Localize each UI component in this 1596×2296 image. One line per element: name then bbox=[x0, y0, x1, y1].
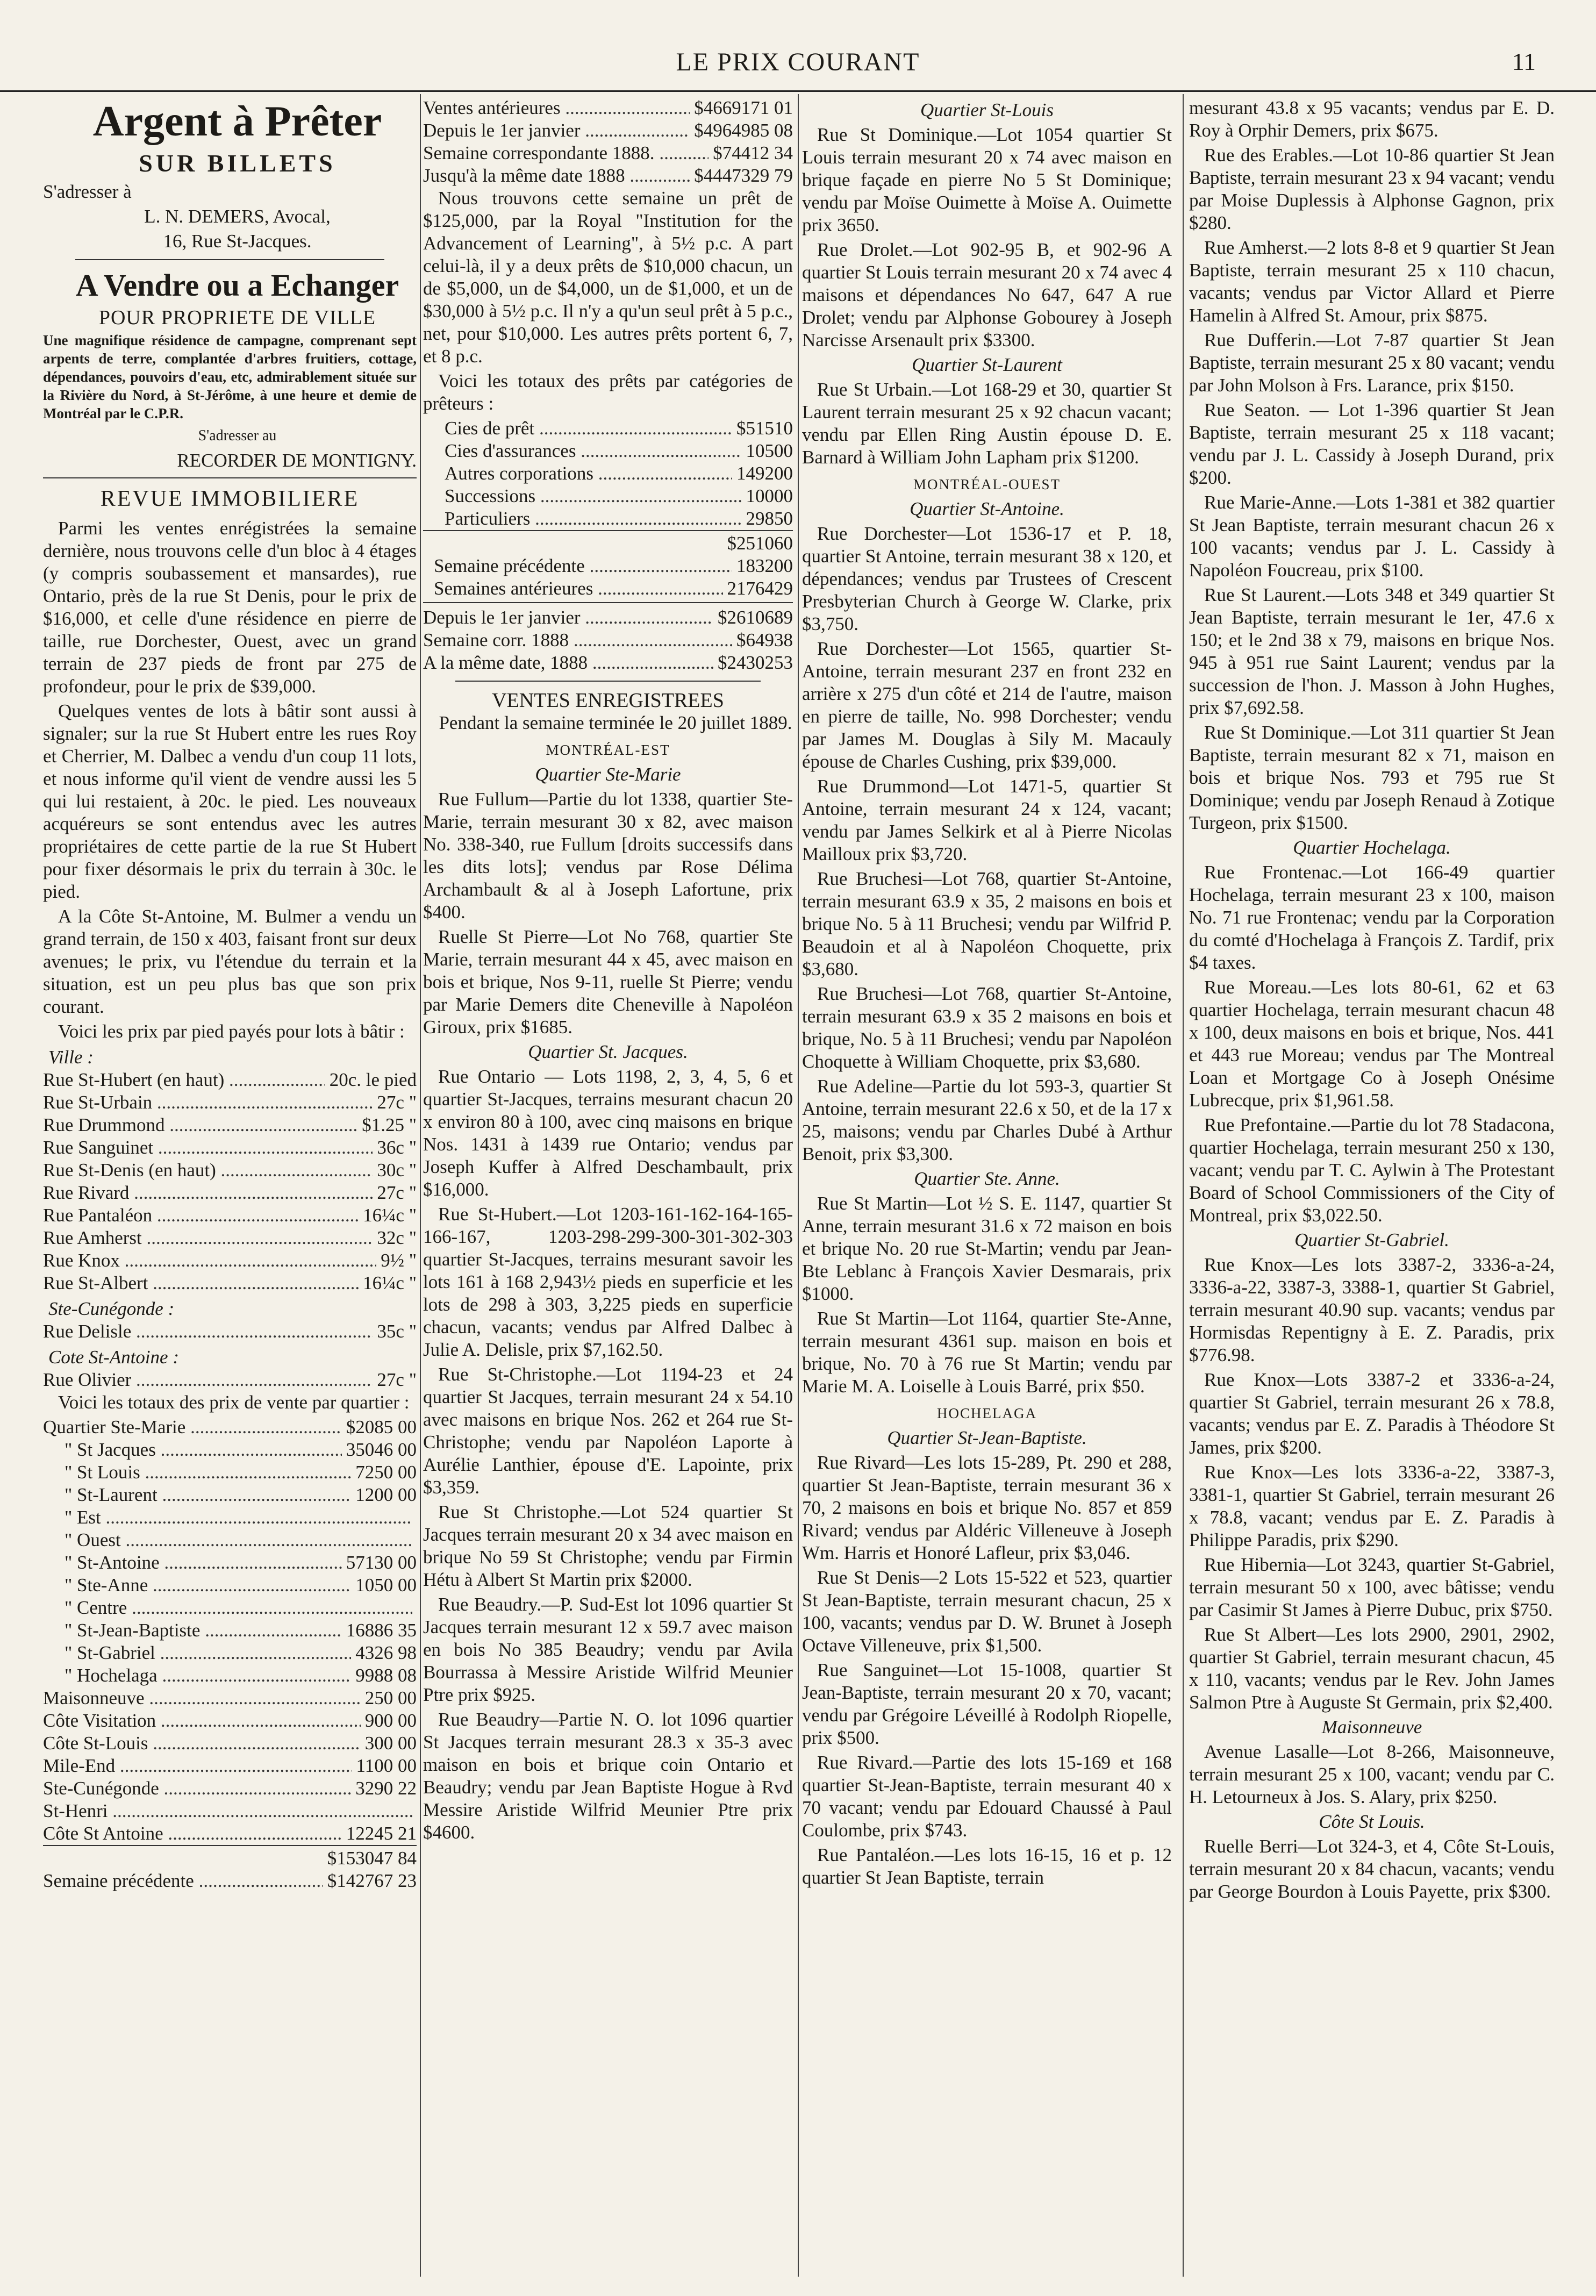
ad-title: Argent à Prêter bbox=[92, 98, 382, 145]
sale-entry: Rue Rivard.—Partie des lots 15-169 et 168 quartier St-Jean-Baptiste, terrain mesurant 40 x 70 vacant; vendu par Edouard Chaussé à Paul Coulombe, prix $743. bbox=[802, 1752, 1172, 1841]
quartier-total-row-label: " Ste-Anne ..... bbox=[43, 1574, 351, 1597]
quartier-total-row-label: " St-Laurent ..... bbox=[43, 1484, 351, 1506]
quartier-total-row bbox=[43, 1664, 417, 1687]
price-row-label: Rue Knox ..... bbox=[43, 1249, 376, 1272]
stat-row-value: 2176429 bbox=[727, 578, 793, 599]
quartier-total-row bbox=[43, 1619, 417, 1642]
quartier-total-row-value: 1200 00 bbox=[355, 1484, 417, 1505]
sale-entry: Rue Pantaléon.—Les lots 16-15, 16 et p. 12 quartier St Jean Baptiste, terrain bbox=[802, 1844, 1172, 1888]
price-row bbox=[43, 1249, 417, 1272]
sale-entry: Rue St-Christophe.—Lot 1194-23 et 24 quartier St Jacques, terrain mesurant 24 x 54.10 avec maisons en brique Nos. 262 et 264 rue St-Christophe; vendu par Napoléon Laporte à Aurélie Lanthier, épouse d'E. Lapointe, prix $3,359. bbox=[423, 1364, 793, 1498]
quartier-total-row-value: 35046 00 bbox=[346, 1439, 417, 1460]
price-row-label: Rue Drummond ..... bbox=[43, 1114, 357, 1136]
paragraph: A la Côte St-Antoine, M. Bulmer a vendu un grand terrain, de 150 x 403, faisant front sur deux avenues; le prix, vu l'étendue du terrain et la situation, est un peu plus bas que son prix courant. bbox=[43, 906, 417, 1017]
ad-address-label: S'adresser à bbox=[43, 181, 132, 202]
column-3 bbox=[802, 97, 1172, 2279]
quartier-total-row bbox=[43, 1439, 417, 1461]
ad-contact: RECORDER DE MONTIGNY. bbox=[177, 450, 417, 471]
sale-entry: Rue Moreau.—Les lots 80-61, 62 et 63 quartier Hochelaga, terrain mesurant chacun 48 x 100, deux maisons en bois et brique, Nos. 441 et 443 rue Moreau; vendus par The Montreal Loan et Mortgage Co à Joseph Onésime Lubrecque, prix $1,961.58. bbox=[1189, 977, 1555, 1111]
quartier-total-row bbox=[43, 1597, 417, 1619]
price-row-value: 9½ " bbox=[381, 1250, 417, 1271]
price-row bbox=[43, 1114, 417, 1136]
district-hochelaga: HOCHELAGA bbox=[937, 1405, 1037, 1421]
price-row-value: 16¼c " bbox=[363, 1205, 417, 1226]
stat-row bbox=[423, 606, 793, 629]
quartier-total-row-label: Maisonneuve ..... bbox=[43, 1687, 361, 1710]
paragraph: Nous trouvons cette semaine un prêt de $125,000, par la Royal "Institution for the Advancement of Learning", à 5½ p.c. A part celui-là, il y a deux prêts de $10,000 chacun, un de $5,000, un de $4,000, un de $1,000, et un de $30,000 à 5½ p.c. Il n'y a qu'un seul prêt à 5 p.c., net, pour $10,000. Les autres prêts portent 6, 7, et 8 p.c. bbox=[423, 188, 793, 367]
quartier-total-row bbox=[43, 1484, 417, 1506]
loan-row-label: Cies d'assurances ..... bbox=[445, 440, 742, 462]
sale-entry: Rue des Erables.—Lot 10-86 quartier St Jean Baptiste, terrain mesurant 23 x 94 vacant; vendu par Moise Duplessis à Alphonse Gagnon, prix $280. bbox=[1189, 145, 1555, 233]
quartier-total-row-label: " Centre ..... bbox=[43, 1597, 412, 1619]
ventes-intro: Pendant la semaine terminée le 20 juillet 1889. bbox=[439, 712, 792, 733]
ad-body: Une magnifique résidence de campagne, comprenant sept arpents de terre, complantée d'arbres fruitiers, cottage, dépendances, pouvoirs d'eau, etc, admirablement située sur la Rivière du Nord, à St-Jérôme, à une heure et demie de Montréal par le C.P.R. bbox=[43, 332, 417, 421]
loan-row bbox=[445, 440, 793, 462]
loans-total: $251060 bbox=[423, 530, 793, 555]
loan-row-label: Cies de prêt ..... bbox=[445, 417, 732, 440]
ad-address: 16, Rue St-Jacques. bbox=[163, 231, 312, 252]
quartier-heading: Quartier Ste-Marie bbox=[535, 764, 681, 785]
sale-entry: Rue St Albert—Les lots 2900, 2901, 2902, quartier St Gabriel, terrain mesurant chacun, 45 x 110, vacants; vendus par le Rev. John James Salmon Ptre à Auguste St Germain, prix $2,400. bbox=[1189, 1624, 1555, 1713]
quartier-total-row bbox=[43, 1732, 417, 1755]
loan-row-value: 10500 bbox=[746, 440, 793, 461]
ad-contact-label: S'adresser au bbox=[198, 427, 277, 444]
price-row-value: 20c. le pied bbox=[329, 1069, 417, 1090]
loan-row-label: Successions ..... bbox=[445, 485, 742, 507]
sale-entry: Rue Knox—Les lots 3387-2, 3336-a-24, 3336-a-22, 3387-3, 3388-1, quartier St Gabriel, terrain mesurant 40.90 sup. vacants; vendus par Hormisdas Repentigny à E. Z. Paradis, prix $776.98. bbox=[1189, 1254, 1555, 1365]
stat-row-value: $4447329 79 bbox=[694, 165, 793, 186]
sale-entry: Rue Fullum—Partie du lot 1338, quartier Ste-Marie, terrain mesurant 30 x 82, avec maison No. 338-340, rue Fullum [droits successifs dans les dits lots]; vendus par Rose Délima Archambault & al à Joseph Lafortune, prix $400. bbox=[423, 789, 793, 922]
price-row bbox=[43, 1227, 417, 1249]
price-row-label: Rue St-Hubert (en haut) ..... bbox=[43, 1069, 325, 1091]
paragraph: Parmi les ventes enrégistrées la semaine dernière, nous trouvons celle d'un bloc à 4 étages (y compris soubassement et mansardes), rue Ontario, près de la rue St Denis, pour le prix de $16,000, et celle d'une résidence en pierre de taille, rue Dorchester, Ouest, avec un grand terrain de 237 pieds de front par 275 de profondeur, pour le prix de $39,000. bbox=[43, 518, 417, 697]
stat-row bbox=[423, 142, 793, 164]
quartier-total-row-value: 900 00 bbox=[364, 1710, 417, 1731]
quartier-total-row bbox=[43, 1529, 417, 1551]
quartier-total-row-value: 7250 00 bbox=[355, 1462, 417, 1483]
section-title-ventes: VENTES ENREGISTREES bbox=[492, 689, 724, 712]
quartier-heading: Côte St Louis. bbox=[1319, 1811, 1425, 1832]
quartier-heading: Quartier St-Gabriel. bbox=[1294, 1229, 1449, 1250]
sale-entry: Rue Drummond—Lot 1471-5, quartier St Antoine, terrain mesurant 24 x 124, vacant; vendu par James Selkirk et al à Pierre Nicolas Mailloux prix $3,720. bbox=[802, 776, 1172, 864]
sale-entry: Rue St Dominique.—Lot 1054 quartier St Louis terrain mesurant 20 x 74 avec maison en brique façade en pierre No 5 St Dominique; vendu par Moïse Ouimette à Moïse A. Ouimette prix 3650. bbox=[802, 124, 1172, 235]
price-row-label: Rue St-Urbain ..... bbox=[43, 1091, 373, 1114]
sale-entry: Rue Beaudry.—P. Sud-Est lot 1096 quartier St Jacques terrain mesurant 12 x 59.7 avec maison en bois No 385 Beaudry; vendu par Avila Bourrassa à Messire Aristide Wilfrid Meunier Ptre prix $925. bbox=[423, 1594, 793, 1705]
sale-entry: Rue Dorchester—Lot 1536-17 et P. 18, quartier St Antoine, terrain mesurant 38 x 120, et dépendances; vendus par Trustees of Crescent Presbyterian Church à George W. Clarke, prix $3,750. bbox=[802, 523, 1172, 634]
sale-entry: Rue Prefontaine.—Partie du lot 78 Stadacona, quartier Hochelaga, terrain mesurant 250 x 130, vacant; vendu par T. C. Aylwin à The Protestant Board of School Commissioners of the City of Montreal, prix $3,022.50. bbox=[1189, 1114, 1555, 1226]
district-montreal-est: MONTRÉAL-EST bbox=[546, 742, 670, 758]
price-row bbox=[43, 1369, 417, 1391]
loan-row-value: 10000 bbox=[746, 485, 793, 506]
quartier-total-row-value: 1050 00 bbox=[355, 1575, 417, 1596]
stat-row bbox=[423, 164, 793, 187]
ad-subtitle: POUR PROPRIETE DE VILLE bbox=[98, 306, 376, 329]
price-row-value: 35c " bbox=[377, 1321, 417, 1342]
district-montreal-ouest: MONTRÉAL-OUEST bbox=[913, 476, 1061, 492]
quartier-total-row-label: " St-Gabriel ..... bbox=[43, 1642, 351, 1664]
quartier-total-row bbox=[43, 1822, 417, 1845]
quartier-total-row bbox=[43, 1506, 417, 1529]
quartier-total-row-label: Quartier Ste-Marie ..... bbox=[43, 1416, 342, 1439]
ad-title: A Vendre ou a Echanger bbox=[75, 268, 399, 303]
stats-table bbox=[423, 606, 793, 674]
quartier-total-row-value: 16886 35 bbox=[346, 1620, 417, 1641]
quartier-total-row-label: " St Jacques ..... bbox=[43, 1439, 342, 1461]
stat-row-label: Semaines antérieures ..... bbox=[434, 577, 723, 600]
sale-entry: Ruelle Berri—Lot 324-3, et 4, Côte St-Louis, terrain mesurant 20 x 84 chacun, vacants; vendu par George Bourdon à Louis Payette, prix $300. bbox=[1189, 1836, 1555, 1902]
quartier-heading: Maisonneuve bbox=[1321, 1716, 1422, 1737]
previous-week-row bbox=[43, 1870, 417, 1892]
quartier-total-row-label: " Est ..... bbox=[43, 1506, 412, 1529]
sale-entry: Avenue Lasalle—Lot 8-266, Maisonneuve, terrain mesurant 25 x 100, vacant; vendu par C. H. Letourneux à Jos. S. Alary, prix $250. bbox=[1189, 1741, 1555, 1807]
quartier-total-row-label: Côte Visitation ..... bbox=[43, 1710, 361, 1732]
ad-name: L. N. DEMERS, Avocal, bbox=[144, 206, 331, 227]
price-row-value: 27c " bbox=[377, 1092, 417, 1113]
quartier-heading: Quartier St-Laurent bbox=[912, 354, 1062, 375]
stat-row-label: Ventes antérieures ..... bbox=[423, 97, 690, 119]
price-row bbox=[43, 1320, 417, 1343]
quartier-total-row-value: 12245 21 bbox=[346, 1823, 417, 1844]
stat-row bbox=[423, 97, 793, 119]
sale-entry: Rue Ontario — Lots 1198, 2, 3, 4, 5, 6 et quartier St-Jacques, terrains mesurant chacun 20 x environ 80 à 100, avec cinq maisons en brique Nos. 1431 à 1439 rue Ontario; vendus par Joseph Kuffer à Alfred Deschambault, prix $16,000. bbox=[423, 1066, 793, 1200]
ad-subtitle: SUR BILLETS bbox=[139, 149, 336, 177]
divider bbox=[75, 259, 384, 260]
price-row-value: 27c " bbox=[377, 1182, 417, 1203]
sale-entry: Rue Beaudry—Partie N. O. lot 1096 quartier St Jacques terrain mesurant 28.3 x 35-3 avec maison en bois et brique coin Ontario et Beaudry; vendu par Jean Baptiste Hogue à Rvd Messire Aristide Wilfrid Meunier Ptre prix $4600. bbox=[423, 1709, 793, 1843]
column-2 bbox=[423, 97, 793, 2279]
quartier-total-row bbox=[43, 1461, 417, 1484]
column-1 bbox=[43, 97, 417, 2279]
quartier-total-row-value: 57130 00 bbox=[346, 1552, 417, 1573]
loan-row bbox=[445, 485, 793, 507]
quartier-total-row bbox=[43, 1642, 417, 1664]
sale-entry: Rue Rivard—Les lots 15-289, Pt. 290 et 288, quartier St Jean-Baptiste, terrain mesurant 36 x 70, 2 maisons en bois et brique No. 857 et 859 Rivard; vendus par Aldéric Villeneuve à Joseph Wm. Harris et Honoré Lafleur, prix $3,046. bbox=[802, 1452, 1172, 1563]
sale-entry: Rue Marie-Anne.—Lots 1-381 et 382 quartier St Jean Baptiste, terrain mesurant chacun 26 x 100 vacants; vendus par J. L. Cassidy à Napoléon Foucreau, prix $100. bbox=[1189, 492, 1555, 581]
price-row-label: Rue St-Albert ..... bbox=[43, 1272, 359, 1294]
sale-entry: Rue Amherst.—2 lots 8-8 et 9 quartier St Jean Baptiste, terrain mesurant 25 x 110 chacun, vacants; vendus par Victor Allard et Pierre Hamelin à Alfred St. Amour, prix $875. bbox=[1189, 237, 1555, 326]
price-list-cote-st-antoine bbox=[43, 1369, 417, 1391]
loans-by-category bbox=[423, 417, 793, 530]
price-row bbox=[43, 1182, 417, 1204]
quartier-heading: Quartier Ste. Anne. bbox=[914, 1168, 1060, 1189]
loan-row bbox=[445, 462, 793, 485]
quartier-total-row bbox=[43, 1755, 417, 1777]
ad-a-vendre bbox=[43, 267, 417, 472]
divider bbox=[423, 602, 793, 603]
quartier-total-row-value: 3290 22 bbox=[355, 1778, 417, 1799]
sale-entry: Rue Knox—Lots 3387-2 et 3336-a-24, quartier St Gabriel, terrain mesurant 26 x 78.8, vacants; vendus par E. Z. Paradis à Théodore St James, prix $200. bbox=[1189, 1369, 1555, 1458]
price-row-label: Rue St-Denis (en haut) ..... bbox=[43, 1159, 373, 1182]
price-row-value: 30c " bbox=[377, 1160, 417, 1181]
quartier-total-row-label: " St Louis ..... bbox=[43, 1461, 351, 1484]
stat-row-value: $4669171 01 bbox=[694, 97, 793, 118]
price-row-label: Rue Olivier ..... bbox=[43, 1369, 373, 1391]
price-row-value: 27c " bbox=[377, 1369, 417, 1390]
column-divider bbox=[798, 94, 799, 2277]
stat-row bbox=[434, 577, 793, 600]
page-title: LE PRIX COURANT bbox=[676, 48, 920, 76]
sale-entry: Rue St Martin—Lot ½ S. E. 1147, quartier St Anne, terrain mesurant 31.6 x 72 maison en bois et brique No. 20 rue St-Martin; vendu par Jean-Bte Leblanc à François Xavier Desmarais, prix $1000. bbox=[802, 1193, 1172, 1304]
sale-entry: Ruelle St Pierre—Lot No 768, quartier Ste Marie, terrain mesurant 44 x 45, avec maison en bois et brique, Nos 9-11, ruelle St Pierre; vendu par Marie Demers dite Cheneville à Napoléon Giroux, prix $1685. bbox=[423, 926, 793, 1038]
previous-week-value: $142767 23 bbox=[327, 1870, 417, 1891]
price-row-label: Rue Delisle ..... bbox=[43, 1320, 373, 1343]
sale-entry: Rue St-Hubert.—Lot 1203-161-162-164-165-166-167, 1203-298-299-300-301-302-303 quartier St-Jacques, terrains mesurant savoir les lots 161 à 168 2,943½ pieds en superficie et les lots de 298 à 303, 3,225 pieds en superficie chacun, vacants; vendus par Alfred Dalbec à Julie A. Delisle, prix $7,162.50. bbox=[423, 1204, 793, 1360]
stat-row bbox=[423, 119, 793, 142]
loan-row-label: Autres corporations ..... bbox=[445, 462, 732, 485]
column-divider bbox=[420, 94, 421, 2277]
quartier-total-row-value: 9988 08 bbox=[355, 1665, 417, 1686]
stat-row bbox=[423, 652, 793, 674]
sale-entry: Rue Bruchesi—Lot 768, quartier St-Antoine, terrain mesurant 63.9 x 35, 2 maisons en bois et brique No. 5 à 11 Bruchesi; vendu par Wilfrid P. Beaudoin et al à Napoléon Choquette, prix $3,680. bbox=[802, 868, 1172, 979]
price-row-label: Rue Rivard ..... bbox=[43, 1182, 373, 1204]
sale-entry: mesurant 43.8 x 95 vacants; vendus par E. D. Roy à Orphir Demers, prix $675. bbox=[1189, 97, 1555, 141]
stat-row-value: $4964985 08 bbox=[694, 120, 793, 141]
quartier-total-row bbox=[43, 1687, 417, 1710]
quartier-total-row-label: Côte St-Louis ..... bbox=[43, 1732, 361, 1755]
sale-entry: Rue St Dominique.—Lot 311 quartier St Jean Baptiste, terrain mesurant 82 x 71, maison en bois et brique Nos. 793 et 795 rue St Dominique; vendu par Joseph Renaud à Zotique Turgeon, prix $1500. bbox=[1189, 722, 1555, 833]
stat-row bbox=[434, 555, 793, 577]
sale-entry: Rue St Laurent.—Lots 348 et 349 quartier St Jean Baptiste, terrain mesurant le 1er, 47.6 x 150; et le 2nd 38 x 79, maisons en brique Nos. 945 à 951 rue Saint Laurent; vendus par la succession de l'hon. J. Masson à John Hughes, prix $7,692.58. bbox=[1189, 584, 1555, 718]
quartier-total-row bbox=[43, 1800, 417, 1822]
price-list-ste-cunegonde bbox=[43, 1320, 417, 1343]
loan-row-value: 149200 bbox=[736, 463, 793, 484]
paragraph: Voici les totaux des prêts par catégories de prêteurs : bbox=[423, 370, 793, 414]
stat-row bbox=[423, 629, 793, 652]
sale-entry: Rue Adeline—Partie du lot 593-3, quartier St Antoine, terrain mesurant 22.6 x 50, et de la 17 x 25, maisons; vendu par Charles Dubé à Arthur Benoit, prix $3,300. bbox=[802, 1076, 1172, 1164]
price-row-value: 36c " bbox=[377, 1137, 417, 1158]
quartier-heading: Quartier Hochelaga. bbox=[1293, 837, 1451, 858]
sale-entry: Rue Drolet.—Lot 902-95 B, et 902-96 A quartier St Louis terrain mesurant 20 x 74 avec 4 maisons et dépendances No 647, 647 A rue Drolet; vendu par Alphonse Gobourey à Joseph Narcisse Arsenault prix $3300. bbox=[802, 239, 1172, 351]
price-row bbox=[43, 1136, 417, 1159]
stat-row-value: $2610689 bbox=[718, 607, 793, 628]
sale-entry: Rue St Urbain.—Lot 168-29 et 30, quartier St Laurent terrain mesurant 25 x 92 chacun vacant; vendu par Ellen Ring Austin épouse D. E. Barnard à William John Lapham prix $1200. bbox=[802, 379, 1172, 468]
loan-row bbox=[445, 507, 793, 530]
subhead-cote-st-antoine: Cote St-Antoine : bbox=[48, 1347, 180, 1368]
quartier-total-row-value: 1100 00 bbox=[356, 1755, 417, 1776]
sale-entry: Rue St Martin—Lot 1164, quartier Ste-Anne, terrain mesurant 4361 sup. maison en bois et brique, No. 70 à 76 rue St Martin; vendu par Marie M. A. Loiselle à Louis Barré, prix $50. bbox=[802, 1308, 1172, 1397]
quartier-total-row bbox=[43, 1710, 417, 1732]
stat-row-label: Semaine correspondante 1888. ..... bbox=[423, 142, 708, 164]
stats-table bbox=[423, 555, 793, 600]
page-header bbox=[0, 47, 1596, 92]
paragraph: Quelques ventes de lots à bâtir sont aussi à signaler; sur la rue St Hubert entre les rues Roy et Cherrier, M. Dalbec a vendu d'un coup 11 lots, et nous informe qu'il vient de vendre aussi les 5 qui lui restaient, à 20c. le pied. Les nouveaux acquéreurs se sont entendus avec les autres propriétaires de cette partie de la rue St Hubert pour fixer désormais le prix du terrain à 30c. le pied. bbox=[43, 700, 417, 902]
sale-entry: Rue St Christophe.—Lot 524 quartier St Jacques terrain mesurant 20 x 34 avec maison en brique No 59 St Christophe; vendu par Firmin Hétu à Albert St Martin prix $2000. bbox=[423, 1501, 793, 1590]
quartier-total-row-value: 250 00 bbox=[364, 1687, 417, 1708]
totals-by-quartier bbox=[43, 1416, 417, 1845]
stat-row-value: $2430253 bbox=[718, 652, 793, 673]
quartier-total-row bbox=[43, 1777, 417, 1800]
stat-row-label: Semaine précédente ..... bbox=[434, 555, 732, 577]
price-row-label: Rue Amherst ..... bbox=[43, 1227, 373, 1249]
quartier-heading: Quartier St-Antoine. bbox=[910, 498, 1064, 519]
sale-entry: Rue Hibernia—Lot 3243, quartier St-Gabriel, terrain mesurant 50 x 100, avec bâtisse; vendu par Casimir St James à Pierre Dubuc, prix $750. bbox=[1189, 1554, 1555, 1620]
stat-row-label: Semaine corr. 1888 ..... bbox=[423, 629, 732, 652]
quartier-total-row-label: Côte St Antoine ..... bbox=[43, 1822, 342, 1845]
price-row-value: 32c " bbox=[377, 1227, 417, 1248]
price-list-ville bbox=[43, 1069, 417, 1294]
quartier-heading: Quartier St. Jacques. bbox=[528, 1041, 688, 1062]
stat-row-label: Jusqu'à la même date 1888 ..... bbox=[423, 164, 690, 187]
quartier-total-row-value: 300 00 bbox=[364, 1733, 417, 1754]
quartier-total-row-label: " St-Jean-Baptiste ..... bbox=[43, 1619, 342, 1642]
quartier-total-row-label: " St-Antoine ..... bbox=[43, 1551, 342, 1574]
grand-total: $153047 84 bbox=[43, 1845, 417, 1870]
price-row bbox=[43, 1159, 417, 1182]
stat-row-value: $74412 34 bbox=[713, 142, 793, 163]
stat-row-value: 183200 bbox=[736, 555, 793, 576]
quartier-total-row bbox=[43, 1416, 417, 1439]
quartier-total-row bbox=[43, 1574, 417, 1597]
quartier-total-row-label: " Ouest ..... bbox=[43, 1529, 412, 1551]
column-divider bbox=[1183, 94, 1184, 2277]
sale-entry: Rue Dufferin.—Lot 7-87 quartier St Jean Baptiste, terrain mesurant 25 x 80 vacant; vendu par John Molson à Frs. Larance, prix $150. bbox=[1189, 330, 1555, 396]
loan-row-value: 29850 bbox=[746, 508, 793, 529]
stat-row-label: Depuis le 1er janvier ..... bbox=[423, 606, 713, 629]
page-number: 11 bbox=[1512, 48, 1536, 75]
ad-argent-a-preter bbox=[43, 97, 417, 253]
price-row-label: Rue Pantaléon ..... bbox=[43, 1204, 359, 1227]
price-row-value: 16¼c " bbox=[363, 1272, 417, 1293]
quartier-total-row-label: " Hochelaga ..... bbox=[43, 1664, 351, 1687]
subhead-ville: Ville : bbox=[48, 1047, 94, 1068]
divider bbox=[455, 681, 761, 682]
quartier-total-row bbox=[43, 1551, 417, 1574]
quartier-total-row-label: St-Henri ..... bbox=[43, 1800, 412, 1822]
quartier-heading: Quartier St-Jean-Baptiste. bbox=[887, 1427, 1087, 1448]
quartier-total-row-label: Ste-Cunégonde ..... bbox=[43, 1777, 351, 1800]
quartier-total-row-value: $2085 00 bbox=[346, 1417, 417, 1437]
loan-row bbox=[445, 417, 793, 440]
sale-entry: Rue Bruchesi—Lot 768, quartier St-Antoine, terrain mesurant 63.9 x 35 2 maisons en bois et brique, No. 5 à 11 Bruchesi; vendu par Napoléon Choquette à William Choquette, prix $3,680. bbox=[802, 983, 1172, 1072]
sale-entry: Rue Dorchester—Lot 1565, quartier St-Antoine, terrain mesurant 237 en front 232 en arrière x 275 d'un côté et 214 de l'autre, maison en pierre de taille, No. 998 Dorchester; vendu par James M. Douglas à Sily M. Macauly épouse de Charles Cushing, prix $39,000. bbox=[802, 638, 1172, 772]
sale-entry: Rue St Denis—2 Lots 15-522 et 523, quartier St Jean-Baptiste, terrain mesurant chacun, 25 x 100, vacants; vendus par D. W. Brunet à Joseph Octave Villeneuve, prix $1,500. bbox=[802, 1567, 1172, 1656]
stats-table bbox=[423, 97, 793, 187]
price-row bbox=[43, 1069, 417, 1091]
price-row bbox=[43, 1272, 417, 1294]
price-row bbox=[43, 1204, 417, 1227]
paragraph: Voici les totaux des prix de vente par quartier : bbox=[58, 1392, 410, 1413]
paragraph: Voici les prix par pied payés pour lots à bâtir : bbox=[58, 1021, 405, 1042]
quartier-total-row-label: Mile-End ..... bbox=[43, 1755, 352, 1777]
quartier-heading: Quartier St-Louis bbox=[920, 99, 1054, 120]
sale-entry: Rue Seaton. — Lot 1-396 quartier St Jean Baptiste, terrain mesurant 25 x 118 vacant; vendu par J. L. Cassidy à Joseph Durand, prix $200. bbox=[1189, 399, 1555, 488]
price-row-label: Rue Sanguinet ..... bbox=[43, 1136, 373, 1159]
sale-entry: Rue Sanguinet—Lot 15-1008, quartier St Jean-Baptiste, terrain mesurant 20 x 70, vacant; vendu par Grégoire Léveillé à Rodolph Riopelle, prix $500. bbox=[802, 1660, 1172, 1748]
stat-row-label: A la même date, 1888 ..... bbox=[423, 652, 713, 674]
previous-week-label: Semaine précédente ..... bbox=[43, 1870, 323, 1892]
loan-row-value: $51510 bbox=[736, 418, 793, 439]
sale-entry: Rue Frontenac.—Lot 166-49 quartier Hochelaga, terrain mesurant 23 x 100, maison No. 71 rue Frontenac; vendu par la Corporation du comté d'Hochelaga à François Z. Tardif, prix $4 taxes. bbox=[1189, 862, 1555, 973]
price-row bbox=[43, 1091, 417, 1114]
section-title-revue: REVUE IMMOBILIERE bbox=[43, 477, 417, 514]
stat-row-label: Depuis le 1er janvier ..... bbox=[423, 119, 690, 142]
loan-row-label: Particuliers ..... bbox=[445, 507, 742, 530]
sale-entry: Rue Knox—Les lots 3336-a-22, 3387-3, 3381-1, quartier St Gabriel, terrain mesurant 26 x 78.8, vacant; vendus par E. Z. Paradis à Philippe Paradis, prix $290. bbox=[1189, 1462, 1555, 1550]
column-4 bbox=[1189, 97, 1555, 2279]
stat-row-value: $64938 bbox=[736, 630, 793, 650]
quartier-total-row-value: 4326 98 bbox=[355, 1642, 417, 1663]
subhead-ste-cunegonde: Ste-Cunégonde : bbox=[48, 1298, 175, 1319]
price-row-value: $1.25 " bbox=[362, 1114, 417, 1135]
